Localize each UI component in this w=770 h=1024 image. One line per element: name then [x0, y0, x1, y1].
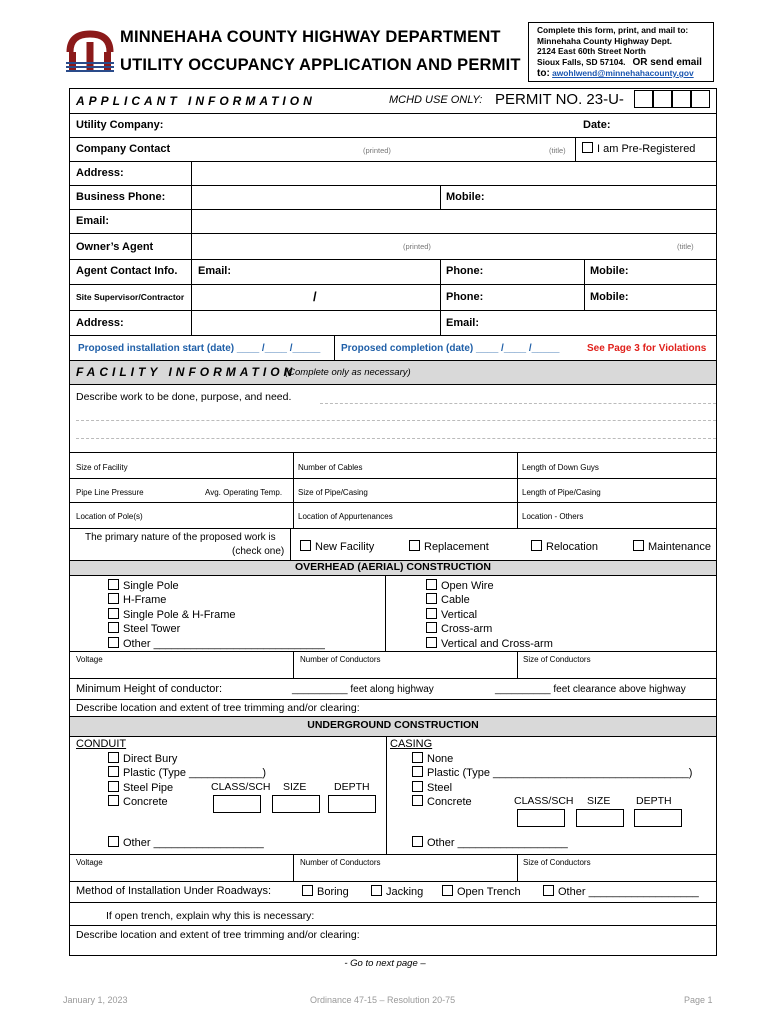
size-facility-label: Size of Facility	[76, 463, 128, 472]
county-logo-icon	[66, 28, 114, 74]
company-contact-label: Company Contact	[76, 143, 171, 155]
checkbox[interactable]	[412, 836, 423, 847]
checkbox[interactable]	[108, 781, 119, 792]
casing-other-option[interactable]	[412, 836, 568, 849]
conduit-class-label: CLASS/SCH	[211, 781, 271, 793]
overhead-wire-options	[426, 579, 553, 651]
underground-size-conductors-label: Size of Conductors	[523, 858, 591, 867]
nature-label-line1: The primary nature of the proposed work is	[85, 532, 276, 543]
mail-line: 2124 East 60th Street North	[537, 46, 646, 56]
checkbox[interactable]	[302, 885, 313, 896]
option-label: Plastic (Type ____________)	[123, 767, 267, 780]
option-vertical-cross-arm[interactable]	[426, 637, 553, 651]
option-label: Steel	[427, 781, 453, 794]
option-label: Other ____________________________	[123, 637, 325, 650]
feet-clearance: __________ feet clearance above highway	[495, 684, 686, 695]
casing-size-label: SIZE	[587, 795, 611, 807]
permit-digit-box[interactable]	[634, 90, 653, 108]
option-none[interactable]	[412, 752, 692, 766]
checkbox[interactable]	[633, 540, 644, 551]
nature-label-line2: (check one)	[232, 546, 285, 557]
applicant-section-title: APPLICANT INFORMATION	[76, 94, 316, 108]
overhead-size-conductors-label: Size of Conductors	[523, 655, 591, 664]
checkbox[interactable]	[412, 766, 423, 777]
violations-note: See Page 3 for Violations	[587, 343, 707, 354]
option-plastic-casing[interactable]	[412, 766, 692, 780]
overhead-num-conductors-label: Number of Conductors	[300, 655, 381, 664]
casing-class-label: CLASS/SCH	[514, 795, 574, 807]
agent-mobile-label: Mobile:	[590, 265, 629, 277]
checkbox[interactable]	[442, 885, 453, 896]
option-cross-arm[interactable]	[426, 622, 553, 636]
underground-num-conductors-label: Number of Conductors	[300, 858, 381, 867]
checkbox[interactable]	[108, 593, 119, 604]
option-label: Other __________________	[427, 837, 568, 849]
facility-section-title: FACILITY INFORMATION	[76, 365, 297, 379]
mailing-instructions	[528, 22, 714, 82]
option-label: Maintenance	[648, 541, 711, 553]
option-label: Concrete	[123, 796, 168, 809]
overhead-title: OVERHEAD (AERIAL) CONSTRUCTION	[295, 561, 491, 573]
mchd-use-label: MCHD USE ONLY:	[389, 94, 483, 106]
checkbox[interactable]	[412, 795, 423, 806]
owners-agent-label: Owner’s Agent	[76, 241, 154, 253]
pipe-pressure-label: Pipe Line Pressure	[76, 488, 144, 497]
conduit-other-option[interactable]	[108, 836, 264, 849]
option-cable[interactable]	[426, 593, 553, 607]
option-label: Concrete	[427, 796, 472, 809]
nature-relocation[interactable]	[531, 540, 598, 553]
supervisor-slash: /	[313, 289, 317, 304]
nature-new-facility[interactable]	[300, 540, 374, 553]
address-label: Address:	[76, 167, 124, 179]
option-steel-tower[interactable]	[108, 622, 325, 636]
checkbox[interactable]	[582, 142, 593, 153]
conduit-class-input[interactable]	[213, 795, 261, 813]
permit-digit-box[interactable]	[653, 90, 672, 108]
option-single-pole[interactable]	[108, 579, 325, 593]
email-link[interactable]: awohlwend@minnehahacounty.gov	[552, 68, 694, 78]
describe-work-label: Describe work to be done, purpose, and need.	[76, 391, 292, 403]
facility-section-note: (Complete only as necessary)	[285, 367, 411, 378]
permit-digit-box[interactable]	[691, 90, 710, 108]
option-vertical[interactable]	[426, 608, 553, 622]
supervisor-email-label: Email:	[446, 317, 480, 329]
checkbox[interactable]	[300, 540, 311, 551]
email-label: Email:	[76, 215, 110, 227]
checkbox[interactable]	[426, 608, 437, 619]
option-label: Open Wire	[441, 580, 494, 592]
utility-company-label: Utility Company:	[76, 119, 164, 131]
option-label: Vertical	[441, 608, 478, 621]
overhead-structure-options	[108, 579, 325, 651]
option-label: Jacking	[386, 886, 424, 898]
option-label: Open Trench	[457, 886, 521, 898]
conduit-size-input[interactable]	[272, 795, 320, 813]
conduit-label: CONDUIT	[76, 738, 127, 750]
option-label: Cross-arm	[441, 623, 493, 636]
header-title-line2: UTILITY OCCUPANCY APPLICATION AND PERMIT	[120, 56, 521, 74]
option-label: Vertical and Cross-arm	[441, 637, 553, 650]
supervisor-mobile-label: Mobile:	[590, 291, 629, 303]
mobile-label: Mobile:	[446, 191, 485, 203]
supervisor-address-label: Address:	[76, 317, 124, 329]
option-h-frame[interactable]	[108, 593, 325, 607]
footer-page: Page 1	[684, 995, 713, 1005]
printed-hint: (printed)	[363, 146, 391, 155]
casing-depth-label: DEPTH	[636, 795, 672, 807]
feet-along-highway: __________ feet along highway	[292, 684, 434, 695]
mail-line	[537, 68, 713, 80]
preregistered-label: I am Pre-Registered	[597, 143, 696, 155]
checkbox[interactable]	[426, 622, 437, 633]
location-poles-label: Location of Pole(s)	[76, 512, 143, 521]
option-label: Other __________________	[123, 837, 264, 849]
permit-digit-box[interactable]	[672, 90, 691, 108]
checkbox[interactable]	[108, 766, 119, 777]
option-label: Relocation	[546, 541, 598, 553]
option-label: Single Pole & H-Frame	[123, 608, 236, 621]
mail-line: Minnehaha County Highway Dept.	[537, 35, 672, 46]
casing-size-input[interactable]	[576, 809, 624, 827]
checkbox[interactable]	[108, 579, 119, 590]
checkbox[interactable]	[108, 622, 119, 633]
option-label: Replacement	[424, 541, 489, 553]
casing-class-input[interactable]	[517, 809, 565, 827]
overhead-tree-trimming-label: Describe location and extent of tree trimming and/or clearing:	[76, 702, 360, 714]
next-page-note: - Go to next page –	[344, 958, 426, 969]
business-phone-label: Business Phone:	[76, 191, 166, 203]
number-cables-label: Number of Cables	[298, 463, 363, 472]
installation-start-label: Proposed installation start (date) ____ /____ /_____	[78, 343, 321, 354]
mail-or-email: OR send email	[632, 56, 702, 68]
agent-phone-label: Phone:	[446, 265, 484, 277]
option-other[interactable]	[108, 637, 325, 651]
checkbox[interactable]	[371, 885, 382, 896]
underground-title: UNDERGROUND CONSTRUCTION	[307, 719, 479, 731]
checkbox[interactable]	[108, 795, 119, 806]
agent-email-label: Email:	[198, 265, 232, 277]
checkbox[interactable]	[426, 637, 437, 648]
option-label: Steel Pipe	[123, 781, 174, 794]
agent-contact-label: Agent Contact Info.	[76, 265, 178, 277]
option-label: Cable	[441, 594, 470, 607]
method-open-trench[interactable]	[442, 885, 521, 898]
option-label: New Facility	[315, 541, 375, 553]
checkbox[interactable]	[108, 836, 119, 847]
header-title-line1: MINNEHAHA COUNTY HIGHWAY DEPARTMENT	[120, 28, 501, 46]
length-down-guys-label: Length of Down Guys	[522, 463, 599, 472]
application-form	[69, 88, 717, 956]
option-label: H-Frame	[123, 594, 167, 607]
option-steel[interactable]	[412, 781, 692, 795]
checkbox[interactable]	[108, 608, 119, 619]
nature-maintenance[interactable]	[633, 540, 711, 553]
nature-replacement[interactable]	[409, 540, 489, 553]
avg-temp-label: Avg. Operating Temp.	[205, 488, 283, 497]
supervisor-phone-label: Phone:	[446, 291, 484, 303]
title-hint: (title)	[677, 242, 694, 251]
checkbox[interactable]	[543, 885, 554, 896]
casing-label: CASING	[390, 738, 433, 750]
checkbox[interactable]	[108, 752, 119, 763]
length-pipe-label: Length of Pipe/Casing	[522, 488, 601, 497]
checkbox[interactable]	[108, 637, 119, 648]
casing-depth-input[interactable]	[634, 809, 682, 827]
underground-tree-trimming-label: Describe location and extent of tree trimming and/or clearing:	[76, 929, 360, 941]
checkbox[interactable]	[426, 593, 437, 604]
checkbox[interactable]	[412, 752, 423, 763]
checkbox[interactable]	[426, 579, 437, 590]
overhead-voltage-label: Voltage	[76, 655, 103, 664]
checkbox[interactable]	[412, 781, 423, 792]
size-pipe-label: Size of Pipe/Casing	[298, 488, 368, 497]
conduit-depth-label: DEPTH	[334, 781, 370, 793]
option-plastic[interactable]	[108, 766, 266, 780]
conduit-depth-input[interactable]	[328, 795, 376, 813]
option-label: Steel Tower	[123, 623, 181, 636]
method-boring[interactable]	[302, 885, 349, 898]
date-label: Date:	[583, 119, 611, 131]
permit-number-label: PERMIT NO. 23-U-	[495, 91, 624, 108]
checkbox[interactable]	[531, 540, 542, 551]
option-label: Direct Bury	[123, 753, 178, 765]
site-supervisor-label: Site Supervisor/Contractor	[76, 292, 185, 302]
option-label: Other __________________	[558, 886, 699, 898]
option-single-pole-h-frame[interactable]	[108, 608, 325, 622]
footer-date: January 1, 2023	[63, 995, 128, 1005]
option-open-wire[interactable]	[426, 579, 553, 593]
method-other[interactable]	[543, 885, 699, 898]
mail-line: Complete this form, print, and mail to:	[537, 25, 689, 35]
method-label: Method of Installation Under Roadways:	[76, 885, 272, 897]
option-label: Single Pole	[123, 580, 179, 592]
mail-line	[537, 57, 713, 69]
mail-to: to:	[537, 68, 550, 79]
mail-city: Sioux Falls, SD 57104.	[537, 56, 626, 67]
option-label: Plastic (Type ________________________________)	[427, 767, 693, 780]
min-height-label: Minimum Height of conductor:	[76, 683, 223, 695]
printed-hint: (printed)	[403, 242, 431, 251]
option-label: None	[427, 753, 454, 765]
preregistered-option[interactable]	[582, 142, 695, 155]
footer-ordinance: Ordinance 47-15 – Resolution 20-75	[310, 995, 456, 1005]
method-jacking[interactable]	[371, 885, 423, 898]
completion-date-label: Proposed completion (date) ____ /____ /_____	[341, 343, 560, 354]
location-appurtenances-label: Location of Appurtenances	[298, 512, 393, 521]
checkbox[interactable]	[409, 540, 420, 551]
location-others-label: Location - Others	[522, 512, 584, 521]
option-label: Boring	[317, 886, 349, 898]
open-trench-explain-label: If open trench, explain why this is necessary:	[106, 910, 315, 922]
underground-voltage-label: Voltage	[76, 858, 103, 867]
title-hint: (title)	[549, 146, 566, 155]
conduit-size-label: SIZE	[283, 781, 307, 793]
option-direct-bury[interactable]	[108, 752, 266, 766]
